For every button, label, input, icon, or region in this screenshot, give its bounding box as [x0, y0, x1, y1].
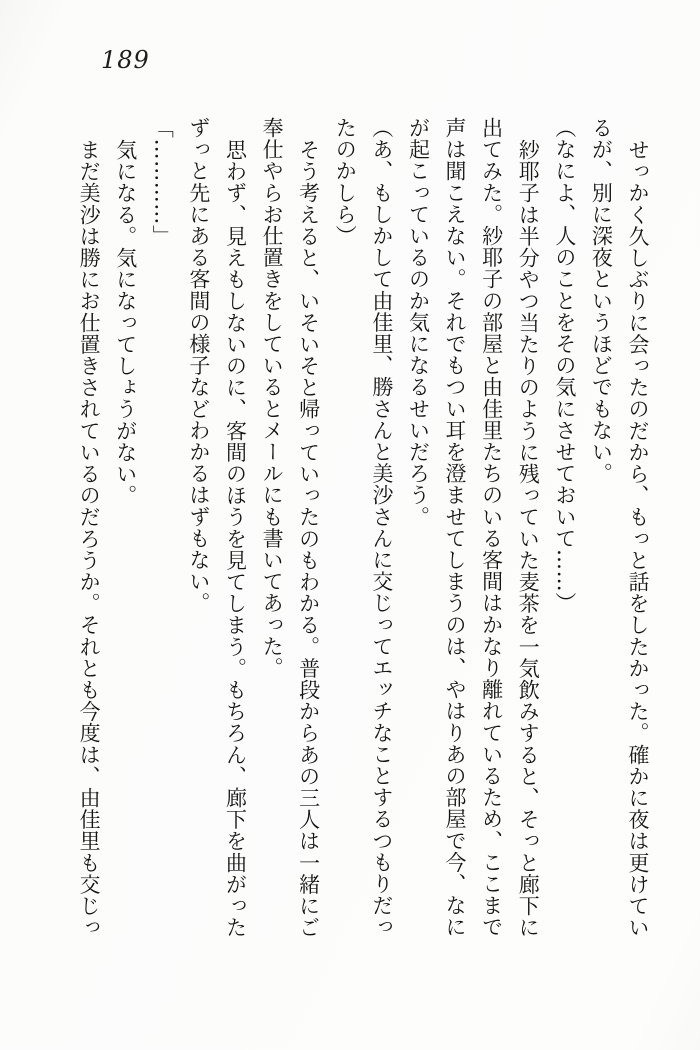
- text-line-3: （なによ、人のことをその気にさせておいて……）: [552, 117, 577, 614]
- text-line-12: 思わず、見えもしないのに、客間のほうを見てしまう。もちろん、廊下を曲がった: [223, 139, 248, 939]
- text-line-10: そう考えると、いそいそと帰っていったのもわかる。普段からあの三人は一緒にご: [296, 139, 321, 939]
- text-line-14: 「…………」: [150, 117, 175, 247]
- vertical-text-block: [71, 117, 657, 973]
- text-line-11: 奉仕やらお仕置きをしているとメールにも書いてあった。: [260, 117, 285, 679]
- text-line-5: 出てみた。紗耶子の部屋と由佳里たちのいる客間はかなり離れているため、ここまで: [479, 117, 504, 938]
- text-line-9: たのかしら）: [333, 117, 358, 247]
- text-line-8: （あ、もしかして由佳里、勝さんと美沙さんに交じってエッチなことするつもりだっ: [369, 117, 394, 938]
- text-line-15: 気になる。気になってしょうがない。: [113, 139, 138, 507]
- text-line-13: ずっと先にある客間の様子などわかるはずもない。: [186, 117, 211, 614]
- page-number: 189: [101, 46, 150, 74]
- text-line-2: るが、別に深夜というほどでもない。: [589, 117, 614, 485]
- text-line-16: まだ美沙は勝にお仕置きされているのだろうか。それとも今度は、由佳里も交じっ: [77, 139, 102, 939]
- text-line-1: せっかく久しぶりに会ったのだから、もっと話をしたかった。確かに夜は更けてい: [626, 139, 650, 939]
- text-line-6: 声は聞こえない。それでもつい耳を澄ませてしまうのは、やはりあの部屋で今、なに: [443, 117, 468, 938]
- text-line-7: が起こっているのか気になるせいだろう。: [406, 117, 431, 528]
- text-line-4: 紗耶子は半分やつ当たりのように残っていた麦茶を一気飲みすると、そっと廊下に: [516, 139, 541, 939]
